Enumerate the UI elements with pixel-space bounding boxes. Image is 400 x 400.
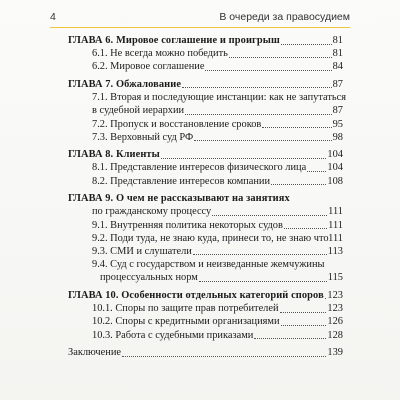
toc-entry-title: 9.1. Внутренняя политика некоторых судов — [92, 219, 283, 231]
toc-entry-title: 6.1. Не всегда можно победить — [92, 48, 228, 60]
toc-leader-dots — [212, 215, 327, 216]
toc-entry — [68, 315, 343, 328]
toc-page-number: 111 — [328, 219, 343, 231]
toc-page-number: 139 — [327, 347, 343, 359]
toc-page-number: 108 — [327, 175, 343, 187]
toc-chapter-entry — [68, 78, 343, 91]
toc-leader-dots — [284, 228, 327, 229]
toc-leader-dots — [199, 281, 327, 282]
toc-leader-dots — [307, 171, 326, 172]
toc-entry-title: 7.1. Вторая и последующие инстанции: как не запутаться — [92, 92, 347, 104]
toc-entry-title: ГЛАВА 6. Мировое соглашение и проигрыш — [68, 35, 280, 46]
toc-leader-dots — [229, 57, 332, 58]
toc-page-number: 123 — [327, 303, 343, 315]
toc-entry-title: ГЛАВА 8. Клиенты — [68, 149, 160, 161]
toc-entry — [68, 329, 343, 342]
toc-chapter-entry — [68, 289, 343, 302]
toc-entry-title: 7.3. Верховный суд РФ — [92, 131, 194, 143]
toc-entry-title: 10.1. Споры по защите прав потребителей — [92, 303, 279, 315]
toc-leader-dots — [193, 254, 327, 255]
toc-page-number: 104 — [327, 162, 343, 174]
toc-entry-title: 10.3. Работа с судебными приказами — [92, 329, 254, 341]
toc-entry-title: 9.4. Суд с государством и неизведанные жемчужины — [92, 259, 325, 271]
toc-page-number: 111 — [328, 206, 343, 218]
toc-entry — [68, 60, 343, 73]
toc-leader-dots — [281, 325, 326, 326]
table-of-contents — [68, 34, 347, 359]
toc-page-number: 95 — [332, 118, 343, 130]
toc-page-number: 81 — [332, 48, 343, 60]
toc-page-number: 87 — [332, 105, 343, 117]
toc-chapter-entry — [68, 34, 343, 47]
toc-page-number: 87 — [332, 78, 343, 90]
toc-leader-dots — [280, 312, 326, 313]
toc-page-number: 84 — [332, 61, 343, 73]
toc-leader-dots — [262, 127, 332, 128]
toc-entry-title: Заключение — [68, 347, 121, 359]
toc-entry — [68, 91, 347, 104]
toc-entry-title: 6.2. Мировое соглашение — [92, 61, 205, 73]
toc-leader-dots — [161, 158, 326, 159]
toc-entry — [68, 258, 343, 271]
toc-entry — [68, 118, 343, 131]
toc-page-number: 126 — [327, 316, 343, 328]
toc-entry — [68, 205, 343, 218]
toc-leader-dots — [122, 356, 326, 357]
toc-chapter-entry — [68, 192, 343, 205]
toc-page-number: 128 — [327, 329, 343, 341]
toc-entry — [68, 47, 343, 60]
toc-entry-title: ГЛАВА 7. Обжалование — [68, 78, 182, 90]
toc-leader-dots — [281, 44, 332, 45]
toc-leader-dots — [185, 114, 332, 115]
toc-page-number: 98 — [332, 131, 343, 143]
toc-leader-dots — [271, 184, 326, 185]
toc-entry-title: 9.3. СМИ и слушатели — [92, 245, 192, 257]
toc-entry-title: 10.2. Споры с кредитными организациями — [92, 316, 280, 328]
toc-leader-dots — [194, 140, 332, 141]
toc-leader-dots — [205, 70, 332, 71]
toc-page-number: 115 — [327, 272, 343, 284]
header-rule — [50, 27, 350, 28]
toc-entry — [68, 346, 343, 359]
toc-entry-title: в судебной иерархии — [92, 105, 185, 117]
toc-entry-title: ГЛАВА 10. Особенности отдельных категорий споров — [68, 289, 324, 301]
toc-entry — [68, 219, 343, 232]
toc-entry-title: 8.1. Представление интересов физического лица — [92, 162, 307, 174]
page-number: 4 — [50, 11, 56, 23]
toc-leader-dots — [182, 87, 332, 88]
toc-page-number: 81 — [332, 35, 343, 46]
toc-leader-dots — [254, 338, 326, 339]
toc-entry — [68, 161, 343, 174]
toc-entry-title: 9.2. Поди туда, не знаю куда, принеси то, не знаю что — [92, 232, 329, 244]
toc-entry — [68, 175, 343, 188]
toc-entry-title: ГЛАВА 9. О чем не рассказывают на занятиях — [68, 193, 290, 205]
toc-entry — [68, 271, 343, 284]
toc-entry-title: 8.2. Представление интересов компании — [92, 175, 271, 187]
running-title: В очереди за правосудием — [219, 11, 350, 23]
toc-leader-dots — [325, 298, 326, 299]
toc-page-number: 113 — [327, 245, 343, 257]
toc-entry — [68, 302, 343, 315]
toc-entry — [68, 232, 343, 245]
toc-entry — [68, 245, 343, 258]
toc-entry-title: процессуальных норм — [100, 272, 198, 284]
toc-entry — [68, 104, 343, 117]
toc-page-number: 123 — [327, 289, 343, 301]
page-header — [50, 11, 350, 25]
toc-page-number: 104 — [327, 149, 343, 161]
toc-chapter-entry — [68, 148, 343, 161]
toc-entry-title: по гражданскому процессу — [92, 206, 212, 218]
toc-page-number: 111 — [328, 232, 343, 244]
toc-entry — [68, 131, 343, 144]
toc-entry-title: 7.2. Пропуск и восстановление сроков — [92, 118, 262, 130]
